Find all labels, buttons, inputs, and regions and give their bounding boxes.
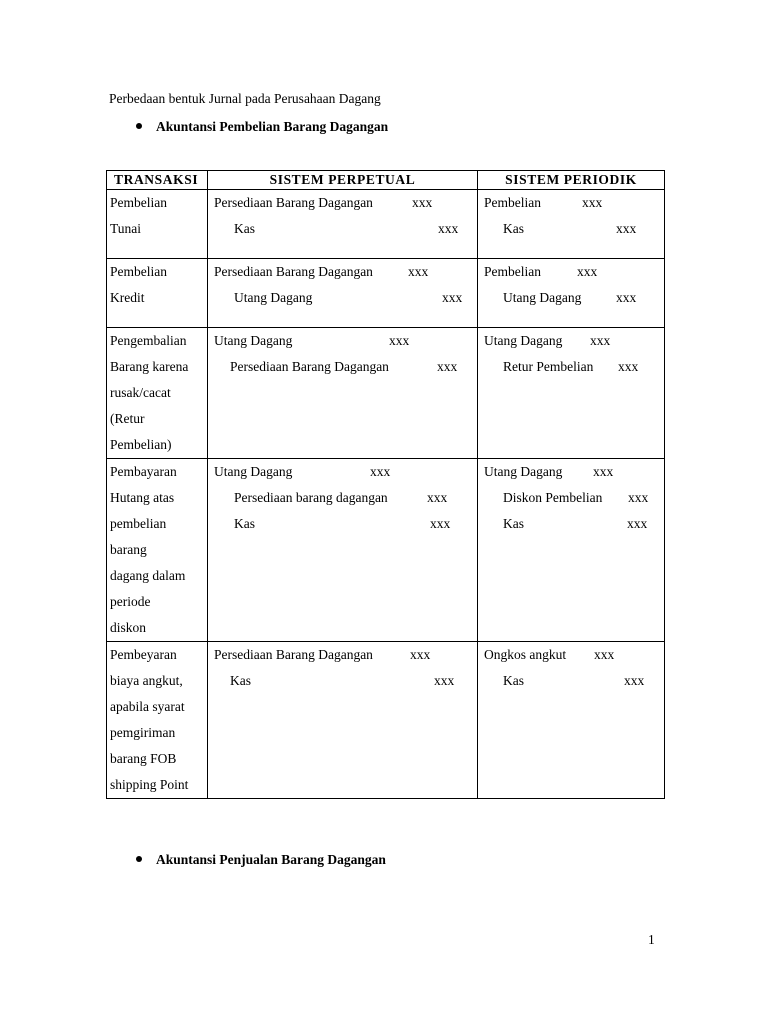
transaksi-line: Pembeyaran [110,647,177,662]
cell-periodik [478,328,665,459]
cell-perpetual [208,190,478,259]
page-number: 1 [648,932,655,947]
account-name: Diskon Pembelian [503,490,603,505]
account-name: Pembelian [484,195,541,210]
transaksi-line: Pembelian [110,195,167,210]
debit-amount: xxx [594,647,615,662]
debit-amount: xxx [412,195,433,210]
cell-transaksi [107,328,208,459]
journal-credit-line [478,668,664,694]
account-name: Retur Pembelian [503,359,594,374]
journal-debit-line [478,642,664,668]
transaksi-line: (Retur [110,411,145,426]
cell-periodik [478,459,665,642]
journal-credit-line [478,511,664,537]
transaksi-line: Pembayaran [110,464,177,479]
debit-amount: xxx [410,647,431,662]
section-bullet-pembelian [136,119,388,135]
debit-amount: xxx [590,333,611,348]
transaksi-line: barang [110,542,147,557]
account-name: Persediaan Barang Dagangan [214,264,373,279]
bullet-dot-icon [136,856,142,862]
transaksi-line: dagang dalam [110,568,186,583]
journal-debit-line [208,642,477,668]
credit-amount: xxx [438,221,459,236]
cell-perpetual [208,328,478,459]
account-name: Ongkos angkut [484,647,567,662]
account-name: Kas [234,221,255,236]
table-row [107,328,665,459]
table-header-row [107,171,665,190]
account-name: Kas [503,221,524,236]
header-sistem-perpetual: SISTEM PERPETUAL [208,171,478,190]
account-name: Utang Dagang [484,333,563,348]
cell-perpetual [208,459,478,642]
journal-credit-line [208,485,477,511]
account-name: Persediaan barang dagangan [234,490,388,505]
section-title-pembelian: Akuntansi Pembelian Barang Dagangan [156,119,389,134]
account-name: Persediaan Barang Dagangan [230,359,389,374]
transaksi-line: Pembelian) [110,437,172,452]
transaksi-line: pemgiriman [110,725,176,740]
credit-amount: xxx [616,221,637,236]
page-heading: Perbedaan bentuk Jurnal pada Perusahaan Dagang [109,91,381,106]
journal-credit-line [208,511,477,537]
transaksi-line: rusak/cacat [110,385,171,400]
journal-table [106,170,665,799]
header-transaksi: TRANSAKSI [107,171,208,190]
transaksi-line: Tunai [110,221,142,236]
transaksi-line: shipping Point [110,777,189,792]
credit-amount: xxx [618,359,639,374]
journal-credit-line [478,216,664,242]
transaksi-line: biaya angkut, [110,673,183,688]
journal-debit-line [478,459,664,485]
cell-transaksi [107,259,208,328]
journal-debit-line [208,190,477,216]
cell-perpetual [208,259,478,328]
journal-credit-line [208,285,477,311]
journal-credit-line [208,216,477,242]
account-name: Utang Dagang [484,464,563,479]
table-row [107,259,665,328]
journal-credit-line [208,354,477,380]
credit-amount: xxx [430,516,451,531]
journal-credit-line [478,285,664,311]
account-name: Persediaan Barang Dagangan [214,195,373,210]
account-name: Kas [503,516,524,531]
credit-amount: xxx [434,673,455,688]
debit-amount: xxx [389,333,410,348]
journal-debit-line [478,190,664,216]
journal-debit-line [208,328,477,354]
account-name: Kas [503,673,524,688]
journal-debit-line [478,259,664,285]
transaksi-line: Pembelian [110,264,167,279]
debit-amount: xxx [593,464,614,479]
credit-amount: xxx [628,490,649,505]
debit-amount: xxx [408,264,429,279]
transaksi-line: Hutang atas [110,490,175,505]
credit-amount: xxx [624,673,645,688]
debit-amount: xxx [370,464,391,479]
table-row [107,459,665,642]
transaksi-line: Kredit [110,290,145,305]
account-name: Utang Dagang [234,290,313,305]
transaksi-line: pembelian [110,516,167,531]
debit-amount: xxx [582,195,603,210]
account-name: Utang Dagang [214,464,293,479]
account-name: Pembelian [484,264,541,279]
credit-amount: xxx [627,516,648,531]
cell-perpetual [208,642,478,799]
debit-amount: xxx [577,264,598,279]
header-sistem-periodik: SISTEM PERIODIK [478,171,665,190]
cell-periodik [478,259,665,328]
cell-transaksi [107,642,208,799]
table-row [107,642,665,799]
cell-periodik [478,642,665,799]
account-name: Utang Dagang [503,290,582,305]
credit-amount: xxx [442,290,463,305]
section-bullet-penjualan [136,852,386,868]
transaksi-line: diskon [110,620,147,635]
account-name: Persediaan Barang Dagangan [214,647,373,662]
cell-periodik [478,190,665,259]
journal-debit-line [478,328,664,354]
credit-amount: xxx [427,490,448,505]
account-name: Utang Dagang [214,333,293,348]
account-name: Kas [234,516,255,531]
journal-credit-line [208,668,477,694]
journal-credit-line [478,485,664,511]
transaksi-line: Barang karena [110,359,189,374]
cell-transaksi [107,190,208,259]
credit-amount: xxx [437,359,458,374]
account-name: Kas [230,673,251,688]
journal-debit-line [208,259,477,285]
cell-transaksi [107,459,208,642]
transaksi-line: Pengembalian [110,333,187,348]
transaksi-line: barang FOB [110,751,177,766]
table-row [107,190,665,259]
journal-credit-line [478,354,664,380]
transaksi-line: apabila syarat [110,699,185,714]
transaksi-line: periode [110,594,151,609]
section-title-penjualan: Akuntansi Penjualan Barang Dagangan [156,852,386,867]
credit-amount: xxx [616,290,637,305]
journal-debit-line [208,459,477,485]
bullet-dot-icon [136,123,142,129]
